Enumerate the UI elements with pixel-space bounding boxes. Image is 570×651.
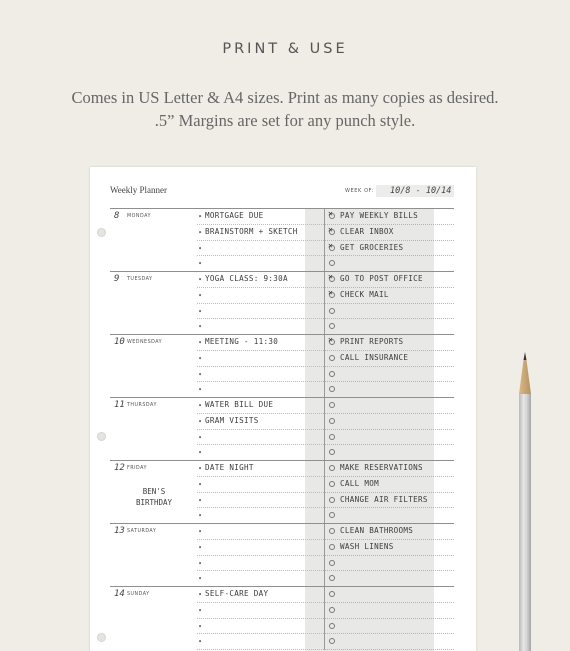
- description: [0, 86, 570, 132]
- todo-item: [325, 587, 454, 603]
- schedule-line: [197, 634, 324, 650]
- check-mark-icon: ✕: [328, 209, 333, 218]
- bullet-icon: •: [198, 638, 203, 647]
- todo-text: CHECK MAIL: [340, 289, 389, 299]
- day-row-saturday: [110, 523, 454, 586]
- schedule-line: [197, 540, 324, 556]
- day-number: 14: [114, 589, 125, 599]
- day-number: 10: [114, 337, 125, 347]
- todo-text: CLEAR INBOX: [340, 226, 394, 236]
- schedule-line: [197, 304, 324, 320]
- schedule-line: [197, 351, 324, 367]
- pencil-image: [515, 352, 535, 651]
- todo-checkbox-icon: [329, 591, 335, 597]
- schedule-line: [197, 225, 324, 241]
- todo-checkbox-icon: [329, 560, 335, 566]
- bullet-icon: •: [198, 512, 203, 521]
- schedule-line: [197, 319, 324, 335]
- week-of-label: WEEK OF:: [345, 188, 375, 194]
- todo-checkbox-icon: [329, 497, 335, 503]
- bullet-icon: •: [198, 386, 203, 395]
- todo-checkbox-icon: [329, 402, 335, 408]
- todo-item: [325, 461, 454, 477]
- todo-text: PAY WEEKLY BILLS: [340, 211, 418, 220]
- schedule-line: [197, 430, 324, 446]
- bullet-icon: •: [198, 417, 203, 426]
- todo-text: CALL INSURANCE: [340, 352, 409, 362]
- todo-checkbox-icon: [329, 323, 335, 329]
- bullet-icon: •: [198, 323, 203, 332]
- todo-item: [325, 414, 454, 430]
- todo-item: [325, 493, 454, 509]
- bullet-icon: •: [198, 480, 203, 489]
- todo-item: [325, 382, 454, 398]
- day-name: TUESDAY: [127, 277, 153, 282]
- schedule-text: YOGA CLASS: 9:30A: [205, 274, 288, 283]
- todo-item: [325, 335, 454, 351]
- day-name: FRIDAY: [127, 466, 147, 471]
- todo-item: [325, 288, 454, 304]
- week-grid: [110, 208, 454, 649]
- schedule-line: [197, 241, 324, 257]
- punch-hole: [97, 228, 106, 237]
- week-of-value: 10/8 - 10/14: [390, 186, 452, 196]
- todo-text: WASH LINENS: [340, 541, 394, 551]
- day-row-tuesday: [110, 271, 454, 334]
- bullet-icon: •: [198, 575, 203, 584]
- todo-checkbox-icon: [329, 638, 335, 644]
- bullet-icon: •: [198, 449, 203, 458]
- schedule-line: [197, 414, 324, 430]
- schedule-line: [197, 461, 324, 477]
- schedule-line: [197, 603, 324, 619]
- todo-item: [325, 241, 454, 257]
- day-row-friday: [110, 460, 454, 523]
- schedule-text: WATER BILL DUE: [205, 400, 274, 409]
- check-mark-icon: ✕: [328, 240, 333, 250]
- planner-title: Weekly Planner: [110, 185, 168, 195]
- day-note: BEN'S BIRTHDAY: [135, 487, 173, 507]
- todo-item: [325, 619, 454, 635]
- bullet-icon: •: [198, 260, 203, 269]
- todo-item: [325, 430, 454, 446]
- day-number: 12: [114, 463, 125, 473]
- todo-item: [325, 319, 454, 335]
- todo-checkbox-icon: [329, 544, 335, 550]
- todo-checkbox-icon: [329, 481, 335, 487]
- bullet-icon: •: [198, 433, 203, 442]
- day-name: SATURDAY: [127, 529, 157, 534]
- schedule-line: [197, 288, 324, 304]
- todo-checkbox-icon: [329, 386, 335, 392]
- todo-checkbox-icon: [329, 512, 335, 518]
- todo-item: [325, 256, 454, 272]
- todo-text: CLEAN BATHROOMS: [340, 526, 414, 535]
- todo-item: [325, 367, 454, 383]
- check-mark-icon: ✕: [328, 335, 333, 344]
- todo-item: [325, 351, 454, 367]
- schedule-text: MORTGAGE DUE: [205, 211, 264, 220]
- schedule-line: [197, 508, 324, 524]
- description-line-1: Comes in US Letter & A4 sizes. Print as many copies as desired.: [71, 88, 499, 107]
- todo-item: [325, 524, 454, 540]
- todo-item: [325, 556, 454, 572]
- todo-checkbox-icon: [329, 308, 335, 314]
- day-row-sunday: [110, 586, 454, 649]
- day-name: MONDAY: [127, 214, 151, 219]
- schedule-line: [197, 587, 324, 603]
- bullet-icon: •: [198, 465, 203, 473]
- todo-item: [325, 477, 454, 493]
- todo-checkbox-icon: [329, 434, 335, 440]
- day-number: 8: [114, 211, 120, 221]
- section-heading: PRINT & USE: [222, 41, 348, 57]
- todo-item: [325, 571, 454, 587]
- todo-checkbox-icon: [329, 623, 335, 629]
- description-line-2: .5” Margins are set for any punch style.: [154, 111, 416, 130]
- todo-checkbox-icon: [329, 371, 335, 377]
- bullet-icon: •: [198, 528, 203, 536]
- schedule-text: BRAINSTORM + SKETCH: [205, 226, 298, 236]
- schedule-text: SELF-CARE DAY: [205, 589, 269, 598]
- schedule-line: [197, 445, 324, 461]
- todo-text: GO TO POST OFFICE: [340, 274, 423, 283]
- bullet-icon: •: [198, 244, 203, 253]
- todo-checkbox-icon: [329, 528, 335, 534]
- todo-checkbox-icon: [329, 260, 335, 266]
- schedule-line: [197, 367, 324, 383]
- bullet-icon: •: [198, 591, 203, 599]
- bullet-icon: •: [198, 307, 203, 316]
- day-name: WEDNESDAY: [127, 340, 163, 345]
- bullet-icon: •: [198, 276, 203, 284]
- todo-checkbox-icon: [329, 575, 335, 581]
- check-mark-icon: ✕: [328, 224, 333, 234]
- schedule-line: [197, 556, 324, 572]
- todo-item: [325, 304, 454, 320]
- schedule-line: [197, 619, 324, 635]
- todo-checkbox-icon: [329, 607, 335, 613]
- day-row-monday: [110, 208, 454, 271]
- schedule-line: [197, 256, 324, 272]
- day-number: 11: [114, 400, 125, 410]
- todo-item: [325, 445, 454, 461]
- schedule-line: [197, 477, 324, 493]
- check-mark-icon: ✕: [328, 287, 333, 297]
- todo-item: [325, 272, 454, 288]
- planner-sheet: [90, 167, 476, 651]
- todo-item: [325, 540, 454, 556]
- bullet-icon: •: [198, 228, 203, 237]
- schedule-text: GRAM VISITS: [205, 415, 259, 425]
- schedule-line: [197, 209, 324, 225]
- week-of-field: [376, 185, 454, 197]
- bullet-icon: •: [198, 339, 203, 347]
- check-mark-icon: ✕: [328, 272, 333, 281]
- todo-checkbox-icon: [329, 449, 335, 455]
- punch-hole: [97, 633, 106, 642]
- todo-item: [325, 508, 454, 524]
- punch-hole: [97, 432, 106, 441]
- bullet-icon: •: [198, 213, 203, 221]
- todo-item: [325, 603, 454, 619]
- schedule-line: [197, 493, 324, 509]
- bullet-icon: •: [198, 622, 203, 631]
- bullet-icon: •: [198, 354, 203, 363]
- bullet-icon: •: [198, 291, 203, 300]
- todo-checkbox-icon: [329, 355, 335, 361]
- day-name: THURSDAY: [127, 403, 157, 408]
- todo-text: MAKE RESERVATIONS: [340, 463, 423, 472]
- schedule-text: MEETING - 11:30: [205, 337, 279, 346]
- todo-text: CHANGE AIR FILTERS: [340, 494, 428, 504]
- schedule-line: [197, 524, 324, 540]
- bullet-icon: •: [198, 559, 203, 568]
- schedule-text: DATE NIGHT: [205, 463, 254, 472]
- todo-item: [325, 209, 454, 225]
- todo-text: CALL MOM: [340, 478, 379, 488]
- day-name: SUNDAY: [127, 592, 150, 597]
- bullet-icon: •: [198, 370, 203, 379]
- todo-item: [325, 225, 454, 241]
- day-number: 9: [114, 274, 120, 284]
- todo-item: [325, 634, 454, 650]
- day-row-wednesday: [110, 334, 454, 397]
- bullet-icon: •: [198, 606, 203, 615]
- todo-checkbox-icon: [329, 418, 335, 424]
- schedule-line: [197, 335, 324, 351]
- bullet-icon: •: [198, 496, 203, 505]
- schedule-line: [197, 382, 324, 398]
- todo-text: GET GROCERIES: [340, 242, 404, 252]
- todo-checkbox-icon: [329, 465, 335, 471]
- schedule-line: [197, 272, 324, 288]
- day-row-thursday: [110, 397, 454, 460]
- bullet-icon: •: [198, 543, 203, 552]
- schedule-line: [197, 571, 324, 587]
- day-number: 13: [114, 526, 125, 536]
- todo-item: [325, 398, 454, 414]
- todo-text: PRINT REPORTS: [340, 337, 404, 346]
- schedule-line: [197, 398, 324, 414]
- bullet-icon: •: [198, 402, 203, 410]
